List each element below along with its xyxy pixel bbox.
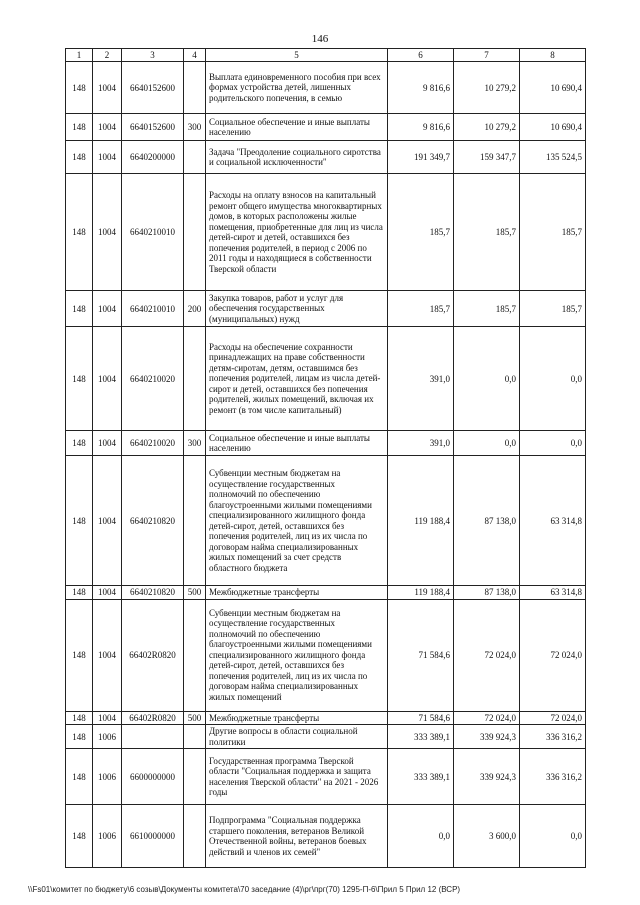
admin-code-cell: 148: [66, 805, 93, 868]
description-cell: Другие вопросы в области социальной политики: [206, 725, 388, 749]
target-article-cell: 6640210020: [122, 327, 184, 431]
admin-code-cell: 148: [66, 749, 93, 805]
target-article-cell: 6640210020: [122, 431, 184, 456]
target-article-cell: 6640210820: [122, 456, 184, 586]
amount-cell-col7: 10 279,2: [454, 62, 520, 114]
table-row: [66, 456, 586, 586]
table-row: [66, 141, 586, 174]
expense-type-cell: [184, 725, 206, 749]
column-header: 2: [93, 49, 122, 62]
expense-type-cell: 500: [184, 711, 206, 725]
target-article-cell: 6600000000: [122, 749, 184, 805]
column-header: 8: [520, 49, 586, 62]
expense-type-cell: 500: [184, 586, 206, 600]
amount-cell-col6: 119 188,4: [388, 586, 454, 600]
amount-cell-col6: 191 349,7: [388, 141, 454, 174]
amount-cell-col8: 185,7: [520, 291, 586, 327]
expense-type-cell: 200: [184, 291, 206, 327]
expense-type-cell: [184, 805, 206, 868]
admin-code-cell: 148: [66, 291, 93, 327]
admin-code-cell: 148: [66, 141, 93, 174]
column-header: 6: [388, 49, 454, 62]
amount-cell-col6: 391,0: [388, 431, 454, 456]
expense-type-cell: [184, 141, 206, 174]
expense-type-cell: [184, 327, 206, 431]
admin-code-cell: 148: [66, 586, 93, 600]
expense-type-cell: [184, 62, 206, 114]
description-cell: Выплата единовременного пособия при всех формах устройства детей, лишенных родительского попечения, в семью: [206, 62, 388, 114]
section-code-cell: 1006: [93, 725, 122, 749]
amount-cell-col6: 119 188,4: [388, 456, 454, 586]
amount-cell-col7: 159 347,7: [454, 141, 520, 174]
amount-cell-col8: 0,0: [520, 805, 586, 868]
expense-type-cell: [184, 456, 206, 586]
expense-type-cell: [184, 599, 206, 711]
amount-cell-col6: 9 816,6: [388, 62, 454, 114]
description-cell: Субвенции местным бюджетам на осуществление государственных полномочий по обеспечению благоустроенными жилыми помещениями специализированного жилищного фонда детей-сирот, детей, оставшихся без попечения родителей, лиц из их числа по договорам найма специализированных жилых помещений за счет средств областного бюджета: [206, 456, 388, 586]
admin-code-cell: 148: [66, 599, 93, 711]
amount-cell-col8: 63 314,8: [520, 586, 586, 600]
amount-cell-col8: 185,7: [520, 174, 586, 291]
section-code-cell: 1004: [93, 327, 122, 431]
expense-type-cell: 300: [184, 114, 206, 141]
section-code-cell: 1004: [93, 599, 122, 711]
table-row: [66, 291, 586, 327]
target-article-cell: 6640200000: [122, 141, 184, 174]
amount-cell-col8: 10 690,4: [520, 62, 586, 114]
description-cell: Расходы на обеспечение сохранности принадлежащих на праве собственности детям-сиротам, детям, оставшимся без попечения родителей, лицам из числа детей-сирот и детей, оставшихся без попечения родителей, жилых помещений, включая их ремонт (в том числе капитальный): [206, 327, 388, 431]
expense-type-cell: [184, 749, 206, 805]
description-cell: Подпрограмма "Социальная поддержка старшего поколения, ветеранов Великой Отечественной войны, ветеранов боевых действий и членов их семей": [206, 805, 388, 868]
table-row: [66, 725, 586, 749]
amount-cell-col7: 87 138,0: [454, 586, 520, 600]
amount-cell-col6: 185,7: [388, 174, 454, 291]
target-article-cell: 6640152600: [122, 62, 184, 114]
header-row: [66, 49, 586, 62]
amount-cell-col6: 333 389,1: [388, 725, 454, 749]
expense-type-cell: [184, 174, 206, 291]
amount-cell-col8: 336 316,2: [520, 725, 586, 749]
amount-cell-col7: 185,7: [454, 291, 520, 327]
description-cell: Межбюджетные трансферты: [206, 711, 388, 725]
target-article-cell: 6610000000: [122, 805, 184, 868]
table-row: [66, 805, 586, 868]
amount-cell-col8: 63 314,8: [520, 456, 586, 586]
description-cell: Государственная программа Тверской области "Социальная поддержка и защита населения Тверской области" на 2021 - 2026 годы: [206, 749, 388, 805]
section-code-cell: 1006: [93, 749, 122, 805]
section-code-cell: 1004: [93, 114, 122, 141]
section-code-cell: 1004: [93, 431, 122, 456]
description-cell: Задача "Преодоление социального сиротства и социальной исключенности": [206, 141, 388, 174]
amount-cell-col7: 87 138,0: [454, 456, 520, 586]
amount-cell-col7: 185,7: [454, 174, 520, 291]
amount-cell-col6: 391,0: [388, 327, 454, 431]
column-header: 4: [184, 49, 206, 62]
section-code-cell: 1004: [93, 711, 122, 725]
description-cell: Закупка товаров, работ и услуг для обеспечения государственных (муниципальных) нужд: [206, 291, 388, 327]
column-header: 3: [122, 49, 184, 62]
amount-cell-col6: 333 389,1: [388, 749, 454, 805]
file-path-footer: \\Fs01\комитет по бюджету\6 созыв\Документы комитета\70 заседание (4)\рг\прг(70) 1295-П-6\Прил 5 Прил 12 (ВСР): [28, 885, 461, 894]
section-code-cell: 1004: [93, 456, 122, 586]
target-article-cell: 6640210010: [122, 291, 184, 327]
description-cell: Социальное обеспечение и иные выплаты населению: [206, 431, 388, 456]
section-code-cell: 1006: [93, 805, 122, 868]
table-row: [66, 114, 586, 141]
description-cell: Субвенции местным бюджетам на осуществление государственных полномочий по обеспечению благоустроенными жилыми помещениями специализированного жилищного фонда детей-сирот, детей, оставшихся без попечения родителей, лиц из их числа по договорам найма специализированных жилых помещений: [206, 599, 388, 711]
section-code-cell: 1004: [93, 62, 122, 114]
table-row: [66, 711, 586, 725]
amount-cell-col7: 72 024,0: [454, 711, 520, 725]
admin-code-cell: 148: [66, 456, 93, 586]
amount-cell-col7: 72 024,0: [454, 599, 520, 711]
table-row: [66, 62, 586, 114]
admin-code-cell: 148: [66, 327, 93, 431]
target-article-cell: 6640152600: [122, 114, 184, 141]
amount-cell-col8: 72 024,0: [520, 711, 586, 725]
column-header: 7: [454, 49, 520, 62]
amount-cell-col6: 9 816,6: [388, 114, 454, 141]
admin-code-cell: 148: [66, 711, 93, 725]
amount-cell-col6: 0,0: [388, 805, 454, 868]
admin-code-cell: 148: [66, 114, 93, 141]
page-number: 146: [311, 33, 329, 45]
budget-table: [65, 48, 586, 868]
target-article-cell: 66402R0820: [122, 711, 184, 725]
amount-cell-col6: 71 584,6: [388, 599, 454, 711]
table-row: [66, 327, 586, 431]
admin-code-cell: 148: [66, 62, 93, 114]
target-article-cell: 6640210010: [122, 174, 184, 291]
admin-code-cell: 148: [66, 725, 93, 749]
amount-cell-col8: 0,0: [520, 431, 586, 456]
section-code-cell: 1004: [93, 174, 122, 291]
target-article-cell: 6640210820: [122, 586, 184, 600]
admin-code-cell: 148: [66, 431, 93, 456]
amount-cell-col7: 0,0: [454, 327, 520, 431]
amount-cell-col8: 10 690,4: [520, 114, 586, 141]
column-header: 5: [206, 49, 388, 62]
amount-cell-col7: 339 924,3: [454, 725, 520, 749]
table-row: [66, 174, 586, 291]
amount-cell-col7: 339 924,3: [454, 749, 520, 805]
section-code-cell: 1004: [93, 141, 122, 174]
amount-cell-col7: 0,0: [454, 431, 520, 456]
amount-cell-col8: 135 524,5: [520, 141, 586, 174]
amount-cell-col6: 185,7: [388, 291, 454, 327]
description-cell: Социальное обеспечение и иные выплаты населению: [206, 114, 388, 141]
section-code-cell: 1004: [93, 291, 122, 327]
table-row: [66, 586, 586, 600]
amount-cell-col6: 71 584,6: [388, 711, 454, 725]
section-code-cell: 1004: [93, 586, 122, 600]
amount-cell-col7: 10 279,2: [454, 114, 520, 141]
amount-cell-col8: 72 024,0: [520, 599, 586, 711]
expense-type-cell: 300: [184, 431, 206, 456]
column-header: 1: [66, 49, 93, 62]
description-cell: Расходы на оплату взносов на капитальный ремонт общего имущества многоквартирных домов, в которых расположены жилые помещения, приобретенные для лиц из числа детей-сирот и детей, оставшихся без попечения родителей, в период с 2006 по 2011 годы и находящиеся в собственности Тверской области: [206, 174, 388, 291]
table-row: [66, 599, 586, 711]
admin-code-cell: 148: [66, 174, 93, 291]
table-row: [66, 749, 586, 805]
description-cell: Межбюджетные трансферты: [206, 586, 388, 600]
table-row: [66, 431, 586, 456]
target-article-cell: 66402R0820: [122, 599, 184, 711]
amount-cell-col8: 336 316,2: [520, 749, 586, 805]
amount-cell-col7: 3 600,0: [454, 805, 520, 868]
amount-cell-col8: 0,0: [520, 327, 586, 431]
target-article-cell: [122, 725, 184, 749]
